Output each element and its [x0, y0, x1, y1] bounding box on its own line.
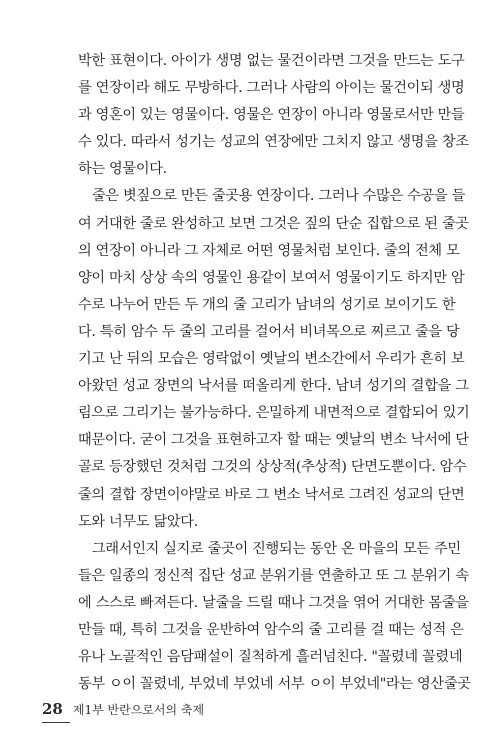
running-footer-title: 제1부 반란으로서의 축제: [72, 703, 205, 717]
text-line: 아왔던 성교 장면의 낙서를 떠올리게 한다. 남녀 성기의 결합을 그: [78, 378, 469, 395]
text-line: 여 거대한 줄로 완성하고 보면 그것은 짚의 단순 집합으로 된 줄곳: [78, 215, 469, 232]
text-line: 의 연장이 아니라 그 자체로 어떤 영물처럼 보인다. 줄의 전체 모: [78, 242, 460, 259]
text-line: 하는 영물이다.: [78, 161, 167, 178]
text-line: 수 있다. 따라서 성기는 성교의 연장에만 그치지 않고 생명을 창조: [78, 134, 469, 151]
text-line: 때문이다. 굳이 그것을 표현하고자 할 때는 옛날의 변소 낙서에 단: [78, 432, 469, 449]
paragraph-first-line: 그래서인지 실지로 줄곳이 진행되는 동안 온 마을의 모든 주민: [92, 540, 461, 557]
text-line: 줄의 결합 장면이야말로 바로 그 변소 낙서로 그려진 성교의 단면: [78, 486, 465, 503]
text-line: 수로 나누어 만든 두 개의 줄 고리가 남녀의 성기로 보이기도 한: [78, 296, 456, 313]
text-line: 과 영혼이 있는 영물이다. 영물은 연장이 아니라 영물로서만 만들: [78, 107, 465, 124]
paragraph-first-line: 줄은 볏짚으로 만든 줄곳용 연장이다. 그러나 수많은 수공을 들: [92, 188, 466, 205]
body-text: [78, 48, 471, 698]
text-line: 들은 일종의 정신적 집단 성교 분위기를 연출하고 또 그 분위기 속: [78, 567, 469, 584]
text-line: 만들 때, 특히 그것을 운반하여 암수의 줄 고리를 걸 때는 성적 은: [78, 621, 464, 638]
text-line: 림으로 그리기는 불가능하다. 은밀하게 내면적으로 결합되어 있기: [78, 405, 470, 422]
text-line: 다. 특히 암수 두 줄의 고리를 걸어서 비녀목으로 찌르고 줄을 당: [78, 323, 460, 340]
text-line: 유나 노골적인 음담패설이 질척하게 흘러넘친다. "꼴렸네 꼴렸네: [78, 649, 463, 666]
text-line: 기고 난 뒤의 모습은 영락없이 옛날의 변소간에서 우리가 흔히 보: [78, 351, 465, 368]
text-line: 에 스스로 빠져든다. 날줄을 드릴 때나 그것을 엮어 거대한 몸줄을: [78, 594, 469, 611]
page-footer: [42, 700, 204, 718]
text-line: 동부 ㅇ이 꼴렸네, 부었네 부었네 서부 ㅇ이 부었네"라는 영산줄곳: [78, 676, 471, 693]
text-line: 박한 표현이다. 아이가 생명 없는 물건이라면 그것을 만드는 도구: [78, 53, 465, 69]
text-line: 를 연장이라 해도 무방하다. 그러나 사람의 아이는 물건이되 생명: [78, 80, 465, 97]
text-line: 도와 너무도 닮았다.: [78, 513, 198, 530]
text-line: 양이 마치 상상 속의 영물인 용같이 보여서 영물이기도 하지만 암: [78, 269, 465, 286]
page-number-underline: [42, 722, 70, 723]
text-line: 골로 등장했던 것처럼 그것의 상상적(추상적) 단면도뿐이다. 암수: [78, 459, 467, 476]
page-number: 28: [42, 700, 63, 718]
